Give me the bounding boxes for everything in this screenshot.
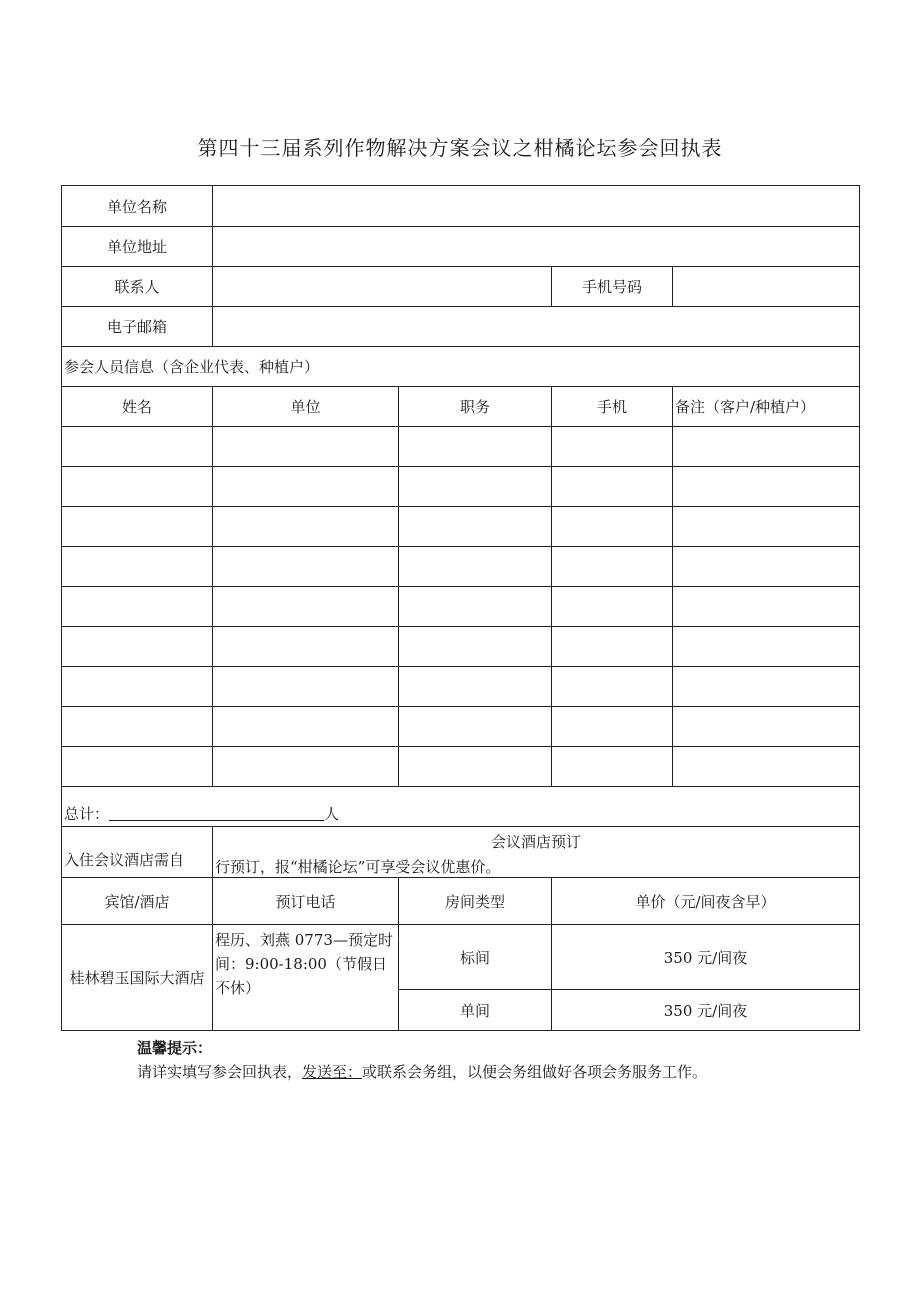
header-room-type: 房间类型	[399, 878, 552, 925]
mobile-cell[interactable]	[552, 547, 673, 587]
position-cell[interactable]	[399, 507, 552, 547]
position-cell[interactable]	[399, 667, 552, 707]
unit-name-field[interactable]	[213, 186, 860, 227]
tips-title: 温馨提示：	[137, 1039, 213, 1057]
contact-field[interactable]	[213, 267, 552, 307]
unit-cell[interactable]	[213, 587, 399, 627]
registration-form	[61, 185, 860, 1031]
mobile-label: 手机号码	[552, 267, 673, 307]
room-price: 350 元/间夜	[552, 990, 860, 1031]
mobile-cell[interactable]	[552, 427, 673, 467]
unit-cell[interactable]	[213, 627, 399, 667]
header-remarks: 备注（客户/种植户）	[673, 387, 860, 427]
unit-cell[interactable]	[213, 667, 399, 707]
header-hotel: 宾馆/酒店	[62, 878, 213, 925]
unit-cell[interactable]	[213, 747, 399, 787]
name-cell[interactable]	[62, 707, 213, 747]
table-row	[62, 747, 860, 787]
total-label: 总计：	[64, 805, 110, 823]
name-cell[interactable]	[62, 587, 213, 627]
email-field[interactable]	[213, 307, 860, 347]
tips-body: 请详实填写参会回执表，发送至：或联系会务组，以便会务组做好各项会务服务工作。	[137, 1063, 708, 1081]
remarks-cell[interactable]	[673, 747, 860, 787]
table-row	[62, 587, 860, 627]
position-cell[interactable]	[399, 467, 552, 507]
table-row	[62, 667, 860, 707]
remarks-cell[interactable]	[673, 547, 860, 587]
hotel-phone-info: 程历、刘燕 0773—预定时间：9:00-18:00（节假日不休）	[213, 925, 399, 1031]
header-booking-phone: 预订电话	[213, 878, 399, 925]
send-to-label: 发送至：	[302, 1063, 363, 1081]
total-row	[62, 787, 860, 827]
name-cell[interactable]	[62, 547, 213, 587]
table-row	[62, 547, 860, 587]
position-cell[interactable]	[399, 547, 552, 587]
name-cell[interactable]	[62, 427, 213, 467]
remarks-cell[interactable]	[673, 467, 860, 507]
position-cell[interactable]	[399, 427, 552, 467]
unit-cell[interactable]	[213, 427, 399, 467]
contact-label: 联系人	[62, 267, 213, 307]
mobile-field[interactable]	[673, 267, 860, 307]
header-unit: 单位	[213, 387, 399, 427]
name-cell[interactable]	[62, 507, 213, 547]
mobile-cell[interactable]	[552, 667, 673, 707]
table-row	[62, 707, 860, 747]
header-name: 姓名	[62, 387, 213, 427]
hotel-notice-body: 行预订，报“柑橘论坛”可享受会议优惠价。	[215, 858, 501, 876]
unit-name-label: 单位名称	[62, 186, 213, 227]
table-row	[62, 627, 860, 667]
name-cell[interactable]	[62, 627, 213, 667]
mobile-cell[interactable]	[552, 627, 673, 667]
hotel-booking-label: 入住会议酒店需自	[64, 851, 185, 869]
unit-address-field[interactable]	[213, 227, 860, 267]
position-cell[interactable]	[399, 627, 552, 667]
header-mobile: 手机	[552, 387, 673, 427]
unit-cell[interactable]	[213, 467, 399, 507]
unit-address-label: 单位地址	[62, 227, 213, 267]
attendees-section-label: 参会人员信息（含企业代表、种植户）	[62, 347, 860, 387]
remarks-cell[interactable]	[673, 427, 860, 467]
attendees-header-row	[62, 387, 860, 427]
name-cell[interactable]	[62, 667, 213, 707]
unit-cell[interactable]	[213, 547, 399, 587]
position-cell[interactable]	[399, 587, 552, 627]
mobile-cell[interactable]	[552, 747, 673, 787]
position-cell[interactable]	[399, 707, 552, 747]
mobile-cell[interactable]	[552, 707, 673, 747]
remarks-cell[interactable]	[673, 667, 860, 707]
table-row	[62, 507, 860, 547]
room-type: 单间	[399, 990, 552, 1031]
total-unit: 人	[324, 805, 340, 823]
unit-cell[interactable]	[213, 507, 399, 547]
hotel-header-row	[62, 878, 860, 925]
table-row	[62, 427, 860, 467]
room-price: 350 元/间夜	[552, 925, 860, 990]
remarks-cell[interactable]	[673, 507, 860, 547]
hotel-notice-row	[62, 827, 860, 878]
unit-cell[interactable]	[213, 707, 399, 747]
remarks-cell[interactable]	[673, 587, 860, 627]
header-unit-price: 单价（元/间夜含早）	[552, 878, 860, 925]
hotel-name: 桂林碧玉国际大酒店	[62, 925, 213, 1031]
mobile-cell[interactable]	[552, 507, 673, 547]
remarks-cell[interactable]	[673, 627, 860, 667]
hotel-notice-title: 会议酒店预订	[490, 833, 581, 851]
room-type: 标间	[399, 925, 552, 990]
remarks-cell[interactable]	[673, 707, 860, 747]
mobile-cell[interactable]	[552, 587, 673, 627]
name-cell[interactable]	[62, 747, 213, 787]
header-position: 职务	[399, 387, 552, 427]
name-cell[interactable]	[62, 467, 213, 507]
total-count-field[interactable]	[109, 806, 324, 821]
hotel-room-row	[62, 925, 860, 990]
tips	[137, 1036, 707, 1084]
mobile-cell[interactable]	[552, 467, 673, 507]
position-cell[interactable]	[399, 747, 552, 787]
email-label: 电子邮箱	[62, 307, 213, 347]
form-title: 第四十三届系列作物解决方案会议之柑橘论坛参会回执表	[197, 136, 723, 160]
table-row	[62, 467, 860, 507]
